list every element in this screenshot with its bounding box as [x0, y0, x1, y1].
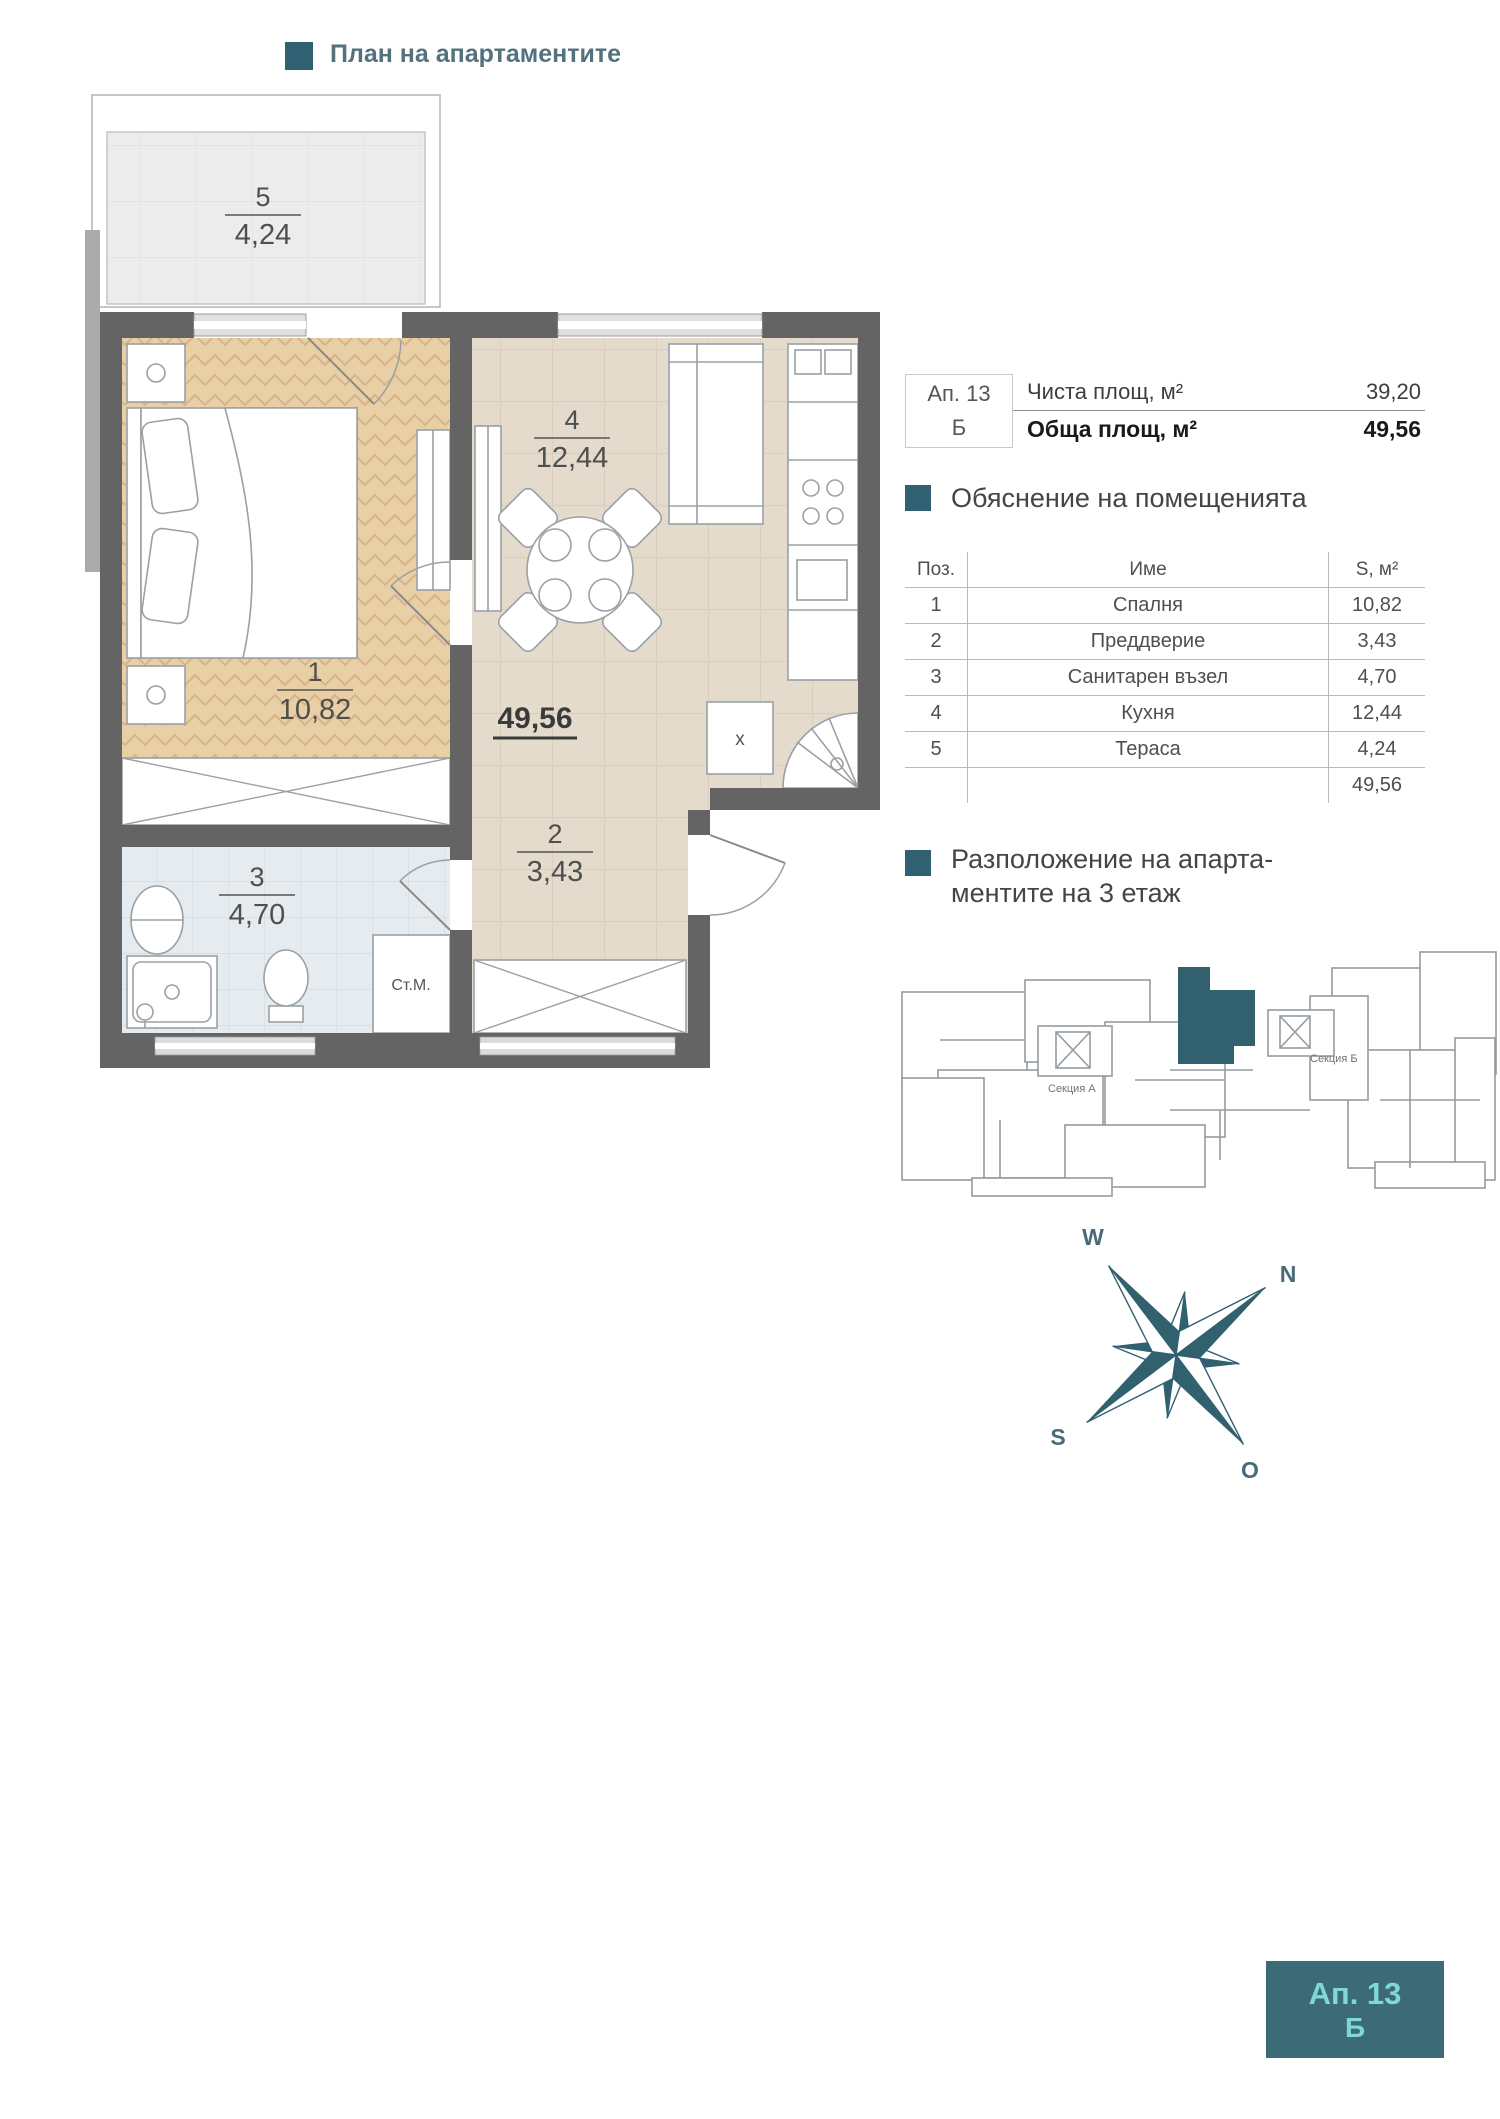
location-section-heading [951, 842, 1273, 910]
compass-west-label: W [1082, 1224, 1104, 1250]
apartment-id-box [905, 374, 1013, 448]
svg-text:4: 4 [564, 405, 580, 435]
shower [127, 956, 217, 1028]
svg-text:49,56: 49,56 [497, 702, 573, 735]
kitchen-counter [788, 344, 858, 680]
highlighted-apartment [1178, 967, 1255, 1064]
cabinet-label: x [735, 729, 745, 750]
rooms-section-heading: Обяснение на помещенията [951, 483, 1307, 513]
table-row: 2 Преддверие 3,43 [905, 624, 1425, 660]
table-total-value: 49,56 [1351, 774, 1403, 796]
table-row: 3 Санитарен възел 4,70 [905, 660, 1425, 696]
legend-square-icon [285, 42, 313, 70]
floor-plan [85, 90, 885, 1080]
building-floor-overview [880, 930, 1500, 1210]
apartment-number: Ап. 13 [927, 381, 991, 406]
svg-text:4,70: 4,70 [228, 899, 286, 931]
wardrobe [122, 758, 450, 825]
net-area-value: 39,20 [1365, 379, 1421, 404]
section-a-label: Секция А [1048, 1083, 1096, 1095]
location-heading-line2: ментите на 3 етаж [951, 878, 1181, 908]
table-header-row [905, 552, 1425, 588]
compass-east-label: O [1241, 1457, 1259, 1483]
bed-headboard [127, 408, 141, 658]
location-heading-line1: Разположение на апарта- [951, 844, 1274, 874]
toilet [264, 950, 308, 1006]
dining-table [527, 517, 633, 623]
svg-text:5: 5 [255, 182, 271, 212]
toilet-tank [269, 1006, 303, 1022]
svg-text:1: 1 [307, 657, 323, 687]
svg-text:10,82: 10,82 [278, 694, 352, 726]
rooms-table [905, 552, 1425, 803]
page-title: План на апартаментите [330, 40, 622, 68]
col-name: Име [968, 552, 1329, 588]
table-total-row [905, 768, 1425, 804]
compass-north-label: N [1279, 1261, 1297, 1287]
closet-label: Ст.М. [391, 977, 431, 994]
summary-table [905, 374, 1425, 448]
total-area-value: 49,56 [1363, 415, 1421, 442]
apartment-badge [1266, 1961, 1444, 2058]
legend-square-icon [905, 485, 931, 511]
table-row: 4 Кухня 12,44 [905, 696, 1425, 732]
net-area-label: Чиста площ, м² [1027, 379, 1184, 404]
total-area-row [1013, 411, 1425, 447]
total-area-label [493, 702, 577, 738]
col-pos: Поз. [905, 552, 968, 588]
table-row: 1 Спалня 10,82 [905, 588, 1425, 624]
svg-text:4,24: 4,24 [234, 219, 292, 251]
apartment-section: Б [951, 415, 967, 440]
badge-section: Б [1344, 2011, 1366, 2043]
table-row: 5 Тераса 4,24 [905, 732, 1425, 768]
compass-south-label: S [1050, 1424, 1066, 1450]
svg-text:3,43: 3,43 [526, 856, 584, 888]
section-b-label: Секция Б [1310, 1053, 1358, 1065]
svg-text:12,44: 12,44 [535, 442, 609, 474]
hall-wardrobe [474, 960, 686, 1033]
col-area: S, м² [1329, 552, 1426, 588]
net-area-row [1013, 374, 1425, 411]
compass-rose [1030, 1190, 1360, 1520]
svg-text:2: 2 [547, 819, 563, 849]
badge-apartment-number: Ап. 13 [1308, 1975, 1402, 2011]
sofa [669, 344, 763, 524]
svg-text:3: 3 [249, 862, 265, 892]
legend-square-icon [905, 850, 931, 876]
total-area-label: Обща площ, м² [1027, 415, 1198, 442]
